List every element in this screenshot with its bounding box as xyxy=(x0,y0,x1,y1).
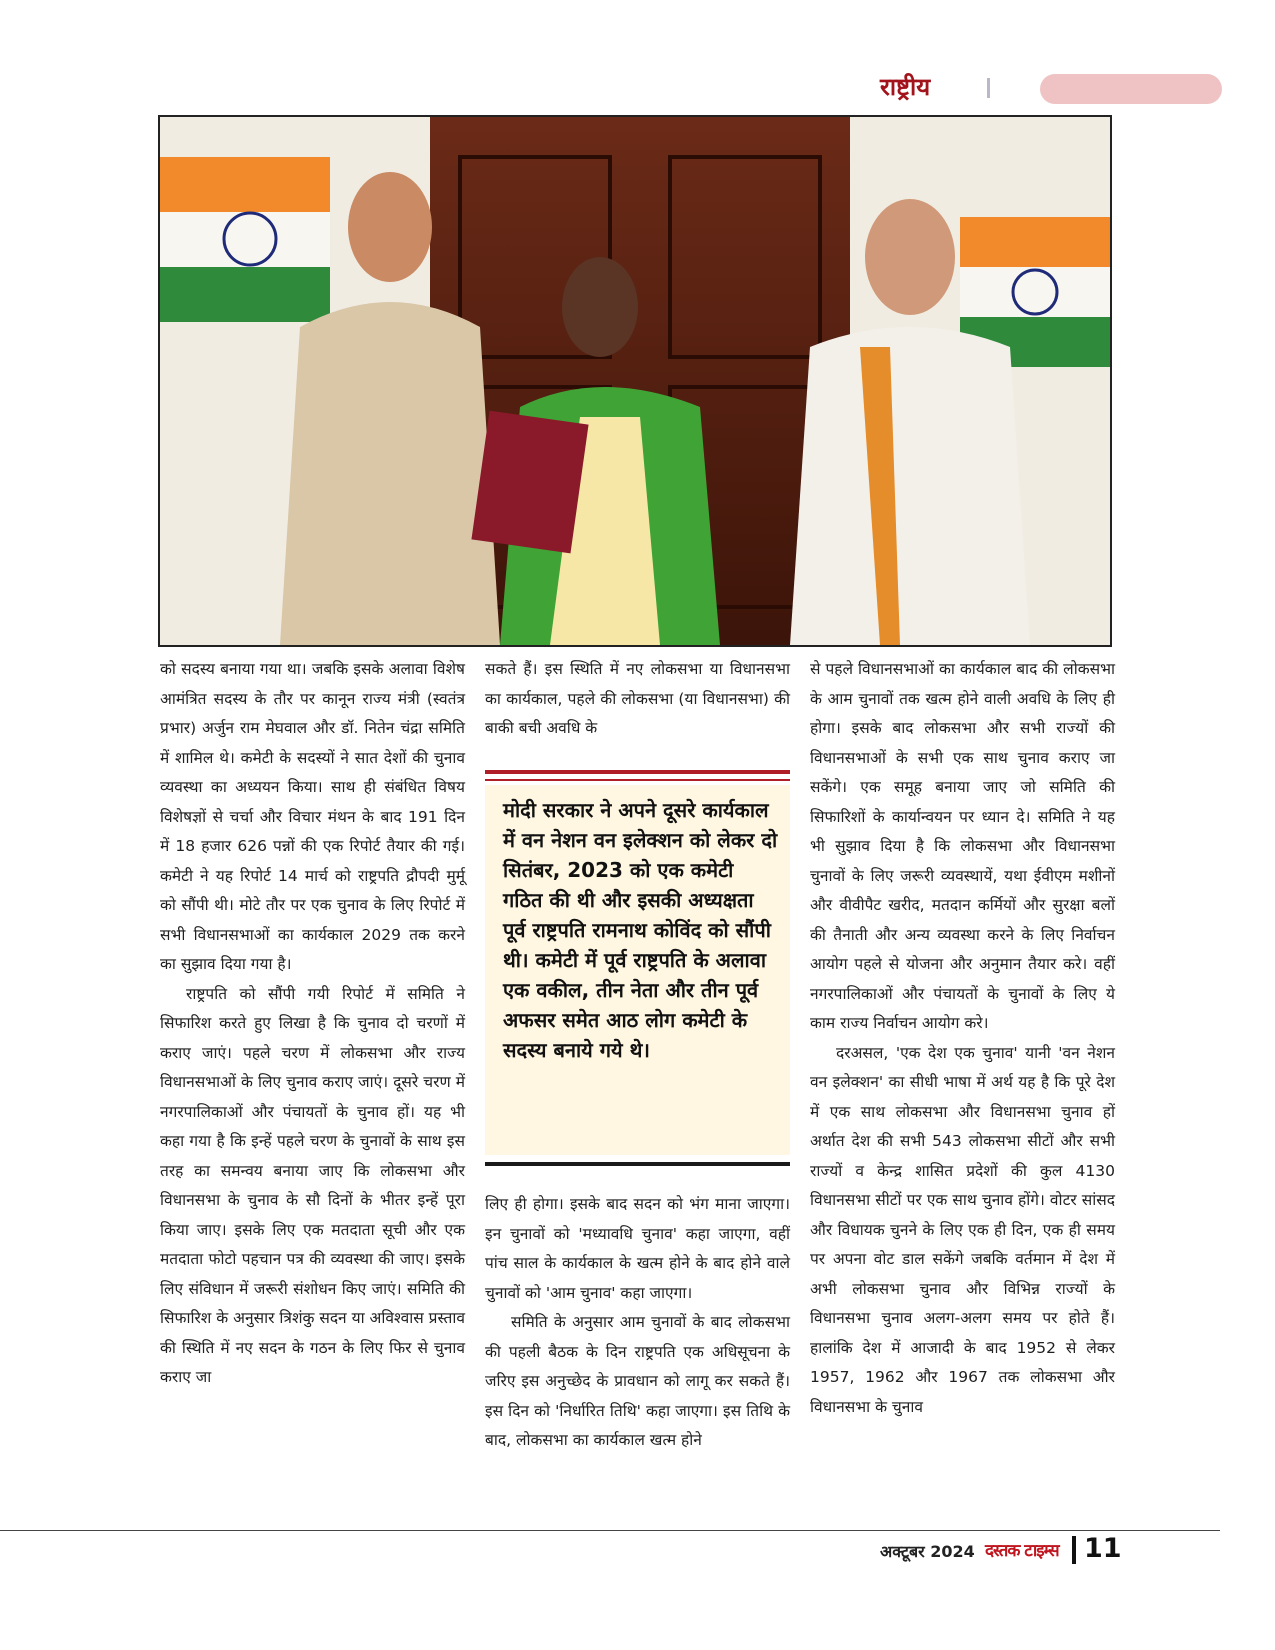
paragraph: को सदस्य बनाया गया था। जबकि इसके अलावा विशेष आमंत्रित सदस्य के तौर पर कानून राज्य मंत्री (स्वतंत्र प्रभार) अर्जुन राम मेघवाल और डॉ. नितेन चंद्रा समिति में शामिल थे। कमेटी के सदस्यों ने सात देशों की चुनाव व्यवस्था का अध्ययन किया। साथ ही संबंधित विषय विशेषज्ञों से चर्चा और विचार मंथन के बाद 191 दिन में 18 हजार 626 पन्नों की एक रिपोर्ट तैयार की गई। कमेटी ने यह रिपोर्ट 14 मार्च को राष्ट्रपति द्रौपदी मुर्मू को सौंपी थी। मोटे तौर पर एक चुनाव के लिए रिपोर्ट में सभी विधानसभाओं का कार्यकाल 2029 तक करने का सुझाव दिया गया है। xyxy=(160,660,465,973)
photo-presentation-icon xyxy=(160,117,1110,645)
pull-quote xyxy=(485,770,790,1170)
article-column-2-top xyxy=(485,655,790,744)
footer-rule xyxy=(0,1530,1220,1531)
footer-divider xyxy=(1072,1536,1076,1564)
article-column-1 xyxy=(160,655,465,1393)
pull-quote-rule-top-thin xyxy=(485,779,790,781)
section-label: राष्ट्रीय xyxy=(880,72,931,101)
section-decor-pill xyxy=(1040,74,1222,104)
magazine-logo: दस्तक टाइम्स xyxy=(985,1541,1059,1561)
paragraph: दरअसल, 'एक देश एक चुनाव' यानी 'वन नेशन वन इलेक्शन' का सीधी भाषा में अर्थ यह है कि पूरे देश में एक साथ लोकसभा और विधानसभा चुनाव हों अर्थात देश की सभी 543 लोकसभा सीटों और सभी राज्यों व केन्द्र शासित प्रदेशों की कुल 4130 विधानसभा सीटों पर एक साथ चुनाव होंगे। वोटर सांसद और विधायक चुनने के लिए एक ही दिन, एक ही समय पर अपना वोट डाल सकेंगे जबकि वर्तमान में देश में अभी लोकसभा चुनाव और विभिन्न राज्यों के विधानसभा चुनाव अलग-अलग समय पर होते हैं। हालांकि देश में आजादी के बाद 1952 से लेकर 1957, 1962 और 1967 तक लोकसभा और विधानसभा के चुनाव xyxy=(810,1043,1115,1416)
paragraph: से पहले विधानसभाओं का कार्यकाल बाद की लोकसभा के आम चुनावों तक खत्म होने वाली अवधि के लिए ही होगा। इसके बाद लोकसभा और सभी राज्यों की विधानसभाओं के सभी एक साथ चुनाव कराए जा सकेंगे। एक समूह बनाया जाए जो समिति की सिफारिशों के कार्यान्वयन पर ध्यान दे। समिति ने यह भी सुझाव दिया है कि लोकसभा और विधानसभा चुनावों के लिए जरूरी व्यवस्थायें, यथा ईवीएम मशीनों और वीवीपैट खरीद, मतदान कर्मियों और सुरक्षा बलों की तैनाती और अन्य व्यवस्था करने के लिए निर्वाचन आयोग पहले से योजना और अनुमान तैयार करे। वहीं नगरपालिकाओं और पंचायतों के चुनावों के लिए ये काम राज्य निर्वाचन आयोग करे। xyxy=(810,660,1115,1032)
pull-quote-text: मोदी सरकार ने अपने दूसरे कार्यकाल में वन नेशन वन इलेक्शन को लेकर दो सितंबर, 2023 को एक कमेटी गठित की थी और इसकी अध्यक्षता पूर्व राष्ट्रपति रामनाथ कोविंद को सौंपी थी। कमेटी में पूर्व राष्ट्रपति के अलावा एक वकील, तीन नेता और तीन पूर्व अफसर समेत आठ लोग कमेटी के सदस्य बनाये गये थे। xyxy=(503,798,778,1062)
paragraph: समिति के अनुसार आम चुनावों के बाद लोकसभा की पहली बैठक के दिन राष्ट्रपति एक अधिसूचना के जरिए इस अनुच्छेद के प्रावधान को लागू कर सकते हैं। इस दिन को 'निर्धारित तिथि' कहा जाएगा। इस तिथि के बाद, लोकसभा का कार्यकाल खत्म होने xyxy=(485,1313,790,1449)
pull-quote-rule-bottom xyxy=(485,1162,790,1166)
paragraph: लिए ही होगा। इसके बाद सदन को भंग माना जाएगा। इन चुनावों को 'मध्यावधि चुनाव' कहा जाएगा, वहीं पांच साल के कार्यकाल के खत्म होने के बाद होने वाले चुनावों को 'आम चुनाव' कहा जाएगा। xyxy=(485,1195,790,1302)
article-photo xyxy=(158,115,1112,647)
page-number: 11 xyxy=(1084,1533,1122,1564)
paragraph: राष्ट्रपति को सौंपी गयी रिपोर्ट में समिति ने सिफारिश करते हुए लिखा है कि चुनाव दो चरणों में कराए जाएं। पहले चरण में लोकसभा और राज्य विधानसभाओं के लिए चुनाव कराए जाएं। दूसरे चरण में नगरपालिकाओं और पंचायतों के चुनाव हों। यह भी कहा गया है कि इन्हें पहले चरण के चुनावों के साथ इस तरह का समन्वय बनाया जाए कि लोकसभा और विधानसभा के चुनाव के सौ दिनों के भीतर इन्हें पूरा किया जाए। इसके लिए एक मतदाता सूची और एक मतदाता फोटो पहचान पत्र की व्यवस्था की जाए। इसके लिए संविधान में जरूरी संशोधन किए जाएं। समिति की सिफारिश के अनुसार त्रिशंकु सदन या अविश्वास प्रस्ताव की स्थिति में नए सदन के गठन के लिए फिर से चुनाव कराए जा xyxy=(160,984,465,1386)
pull-quote-box xyxy=(485,785,790,1155)
pull-quote-rule-top xyxy=(485,770,790,774)
section-divider xyxy=(987,78,990,98)
article-column-2-bottom xyxy=(485,1190,790,1456)
article-column-3 xyxy=(810,655,1115,1422)
footer-date: अक्टूबर 2024 xyxy=(880,1542,975,1561)
paragraph: सकते हैं। इस स्थिति में नए लोकसभा या विधानसभा का कार्यकाल, पहले की लोकसभा (या विधानसभा) की बाकी बची अवधि के xyxy=(485,660,790,737)
